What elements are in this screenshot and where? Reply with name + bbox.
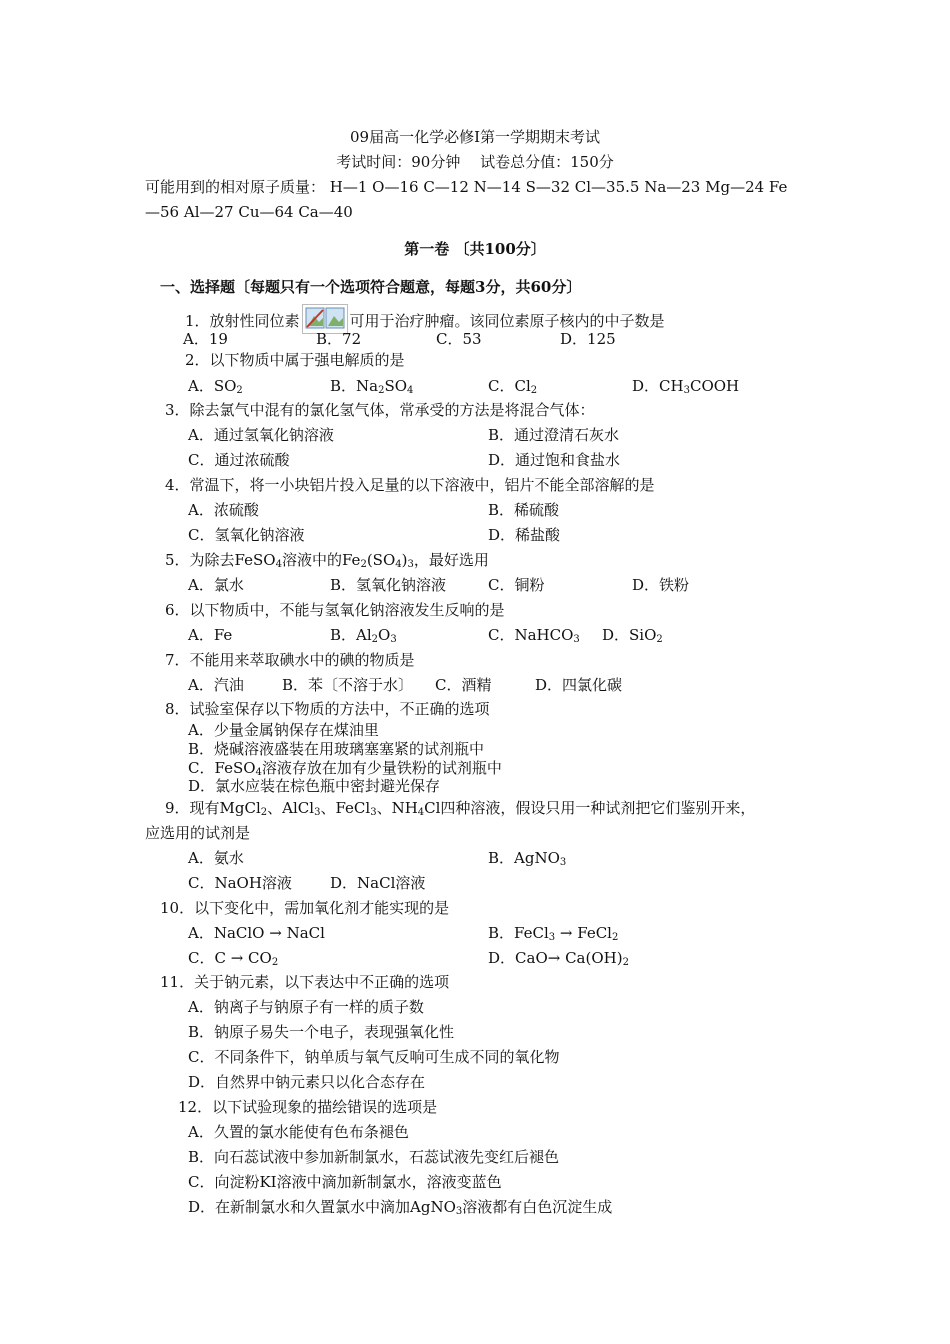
- q2-option-d: D．$CH_3COOH$: [632, 377, 740, 396]
- q2-option-c: C．$Cl_2$: [488, 377, 538, 396]
- exam-title: 09届高一化学必修Ⅰ第一学期期末考试: [349, 128, 600, 146]
- q4-option-d: D．稀盐酸: [488, 526, 561, 544]
- exam-time-line: 考试时间：90分钟 试卷总分值：150分: [336, 153, 614, 171]
- question-3-stem: 3．除去氯气中混有的氯化氢气体，常承受的方法是将混合气体：: [165, 401, 595, 419]
- q7-option-b: B．苯〔不溶于水〕: [282, 676, 414, 694]
- q4-option-a: A．浓硫酸: [188, 501, 259, 519]
- atomic-masses-line-2: —56 Al—27 Cu—64 Ca—40: [145, 203, 353, 221]
- question-9-stem-cont: 应选用的试剂是: [145, 824, 251, 842]
- question-5-stem: 5．为除去FeSO$_4$溶液中的$Fe_2(SO_4)_3$，最好选用: [165, 551, 489, 570]
- q7-option-a: A．汽油: [188, 676, 244, 694]
- q6-option-a: A．Fe: [188, 626, 233, 644]
- q6-option-d: D．SiO$_2$: [602, 626, 663, 645]
- question-12-stem: 12．以下试验现象的描绘错误的选项是: [178, 1098, 438, 1116]
- question-7-stem: 7．不能用来萃取碘水中的碘的物质是: [165, 651, 415, 669]
- question-11-stem: 11．关于钠元素，以下表达中不正确的选项: [160, 973, 450, 991]
- q11-option-b: B．钠原子易失一个电子，表现强氧化性: [188, 1023, 455, 1041]
- volume-title: 第一卷 〔共100分〕: [404, 240, 546, 258]
- q7-option-c: C．酒精: [435, 676, 492, 694]
- atomic-masses-line-1: 可能用到的相对原子质量： H—1 O—16 C—12 N—14 S—32 Cl—35.5 Na—23 Mg—24 Fe: [145, 178, 788, 196]
- q2-option-a: A．$SO_2$: [188, 377, 243, 396]
- q8-option-a: A．少量金属钠保存在煤油里: [188, 721, 379, 739]
- q3-option-d: D．通过饱和食盐水: [488, 451, 621, 469]
- q10-option-d: D．$CaO\to Ca(OH)_2$: [488, 949, 629, 968]
- q5-option-c: C．铜粉: [488, 576, 545, 594]
- q9-option-d: D．NaCl溶液: [330, 874, 426, 892]
- q8-option-c: C．FeSO$_4$溶液存放在加有少量铁粉的试剂瓶中: [188, 759, 502, 778]
- q7-option-d: D．四氯化碳: [535, 676, 623, 694]
- q10-option-a: A．NaClO → NaCl: [188, 924, 325, 942]
- question-10-stem: 10．以下变化中，需加氧化剂才能实现的是: [160, 899, 450, 917]
- question-9-stem: 9．现有MgCl$_2$、AlCl$_3$、FeCl$_3$、$NH_4Cl$四种溶液，假设只用一种试剂把它们鉴别开来，: [165, 799, 756, 818]
- q11-option-d: D．自然界中钠元素只以化合态存在: [188, 1073, 426, 1091]
- question-4-stem: 4．常温下，将一小块铝片投入足量的以下溶液中，铝片不能全部溶解的是: [165, 476, 655, 494]
- q5-option-d: D．铁粉: [632, 576, 690, 594]
- q5-option-a: A．氯水: [188, 576, 244, 594]
- q10-option-b: B．FeCl$_3$ → FeCl$_2$: [488, 924, 619, 943]
- q3-option-a: A．通过氢氧化钠溶液: [188, 426, 334, 444]
- q1-option-b: B．72: [316, 330, 362, 348]
- question-8-stem: 8．试验室保存以下物质的方法中，不正确的选项: [165, 700, 490, 718]
- q9-option-b: B．AgNO$_3$: [488, 849, 567, 868]
- q3-option-b: B．通过澄清石灰水: [488, 426, 620, 444]
- q12-option-b: B．向石蕊试液中参加新制氯水，石蕊试液先变红后褪色: [188, 1148, 560, 1166]
- q12-option-d: D．在新制氯水和久置氯水中滴加AgNO$_3$溶液都有白色沉淀生成: [188, 1198, 613, 1217]
- section-title: 一、选择题〔每题只有一个选项符合题意，每题3分，共60分〕: [160, 278, 582, 296]
- question-2-stem: 2．以下物质中属于强电解质的是: [185, 351, 405, 369]
- q6-option-b: B．$Al_2O_3$: [330, 626, 397, 645]
- q9-option-a: A．氨水: [188, 849, 244, 867]
- q11-option-a: A．钠离子与钠原子有一样的质子数: [188, 998, 424, 1016]
- q12-option-a: A．久置的氯水能使有色布条褪色: [188, 1123, 409, 1141]
- q1-option-d: D．125: [560, 330, 616, 348]
- q8-option-d: D．氯水应装在棕色瓶中密封避光保存: [188, 777, 441, 795]
- q11-option-c: C．不同条件下，钠单质与氧气反响可生成不同的氧化物: [188, 1048, 560, 1066]
- q4-option-b: B．稀硫酸: [488, 501, 560, 519]
- question-6-stem: 6．以下物质中，不能与氢氧化钠溶液发生反响的是: [165, 601, 505, 619]
- q3-option-c: C．通过浓硫酸: [188, 451, 290, 469]
- q12-option-c: C．向淀粉KI溶液中滴加新制氯水，溶液变蓝色: [188, 1173, 502, 1191]
- q1-option-c: C．53: [436, 330, 482, 348]
- q8-option-b: B．烧碱溶液盛装在用玻璃塞塞紧的试剂瓶中: [188, 740, 485, 758]
- q6-option-c: C．NaHCO$_3$: [488, 626, 580, 645]
- q5-option-b: B．氢氧化钠溶液: [330, 576, 447, 594]
- q1-option-a: A．19: [183, 330, 228, 348]
- question-1-stem: 1．放射性同位素 可用于治疗肿瘤。该同位素原子核内的中子数是: [185, 304, 665, 334]
- q4-option-c: C．氢氧化钠溶液: [188, 526, 305, 544]
- q2-option-b: B．$Na_2SO_4$: [330, 377, 414, 396]
- q10-option-c: C．$C \to CO_2$: [188, 949, 279, 968]
- q9-option-c: C．NaOH溶液: [188, 874, 292, 892]
